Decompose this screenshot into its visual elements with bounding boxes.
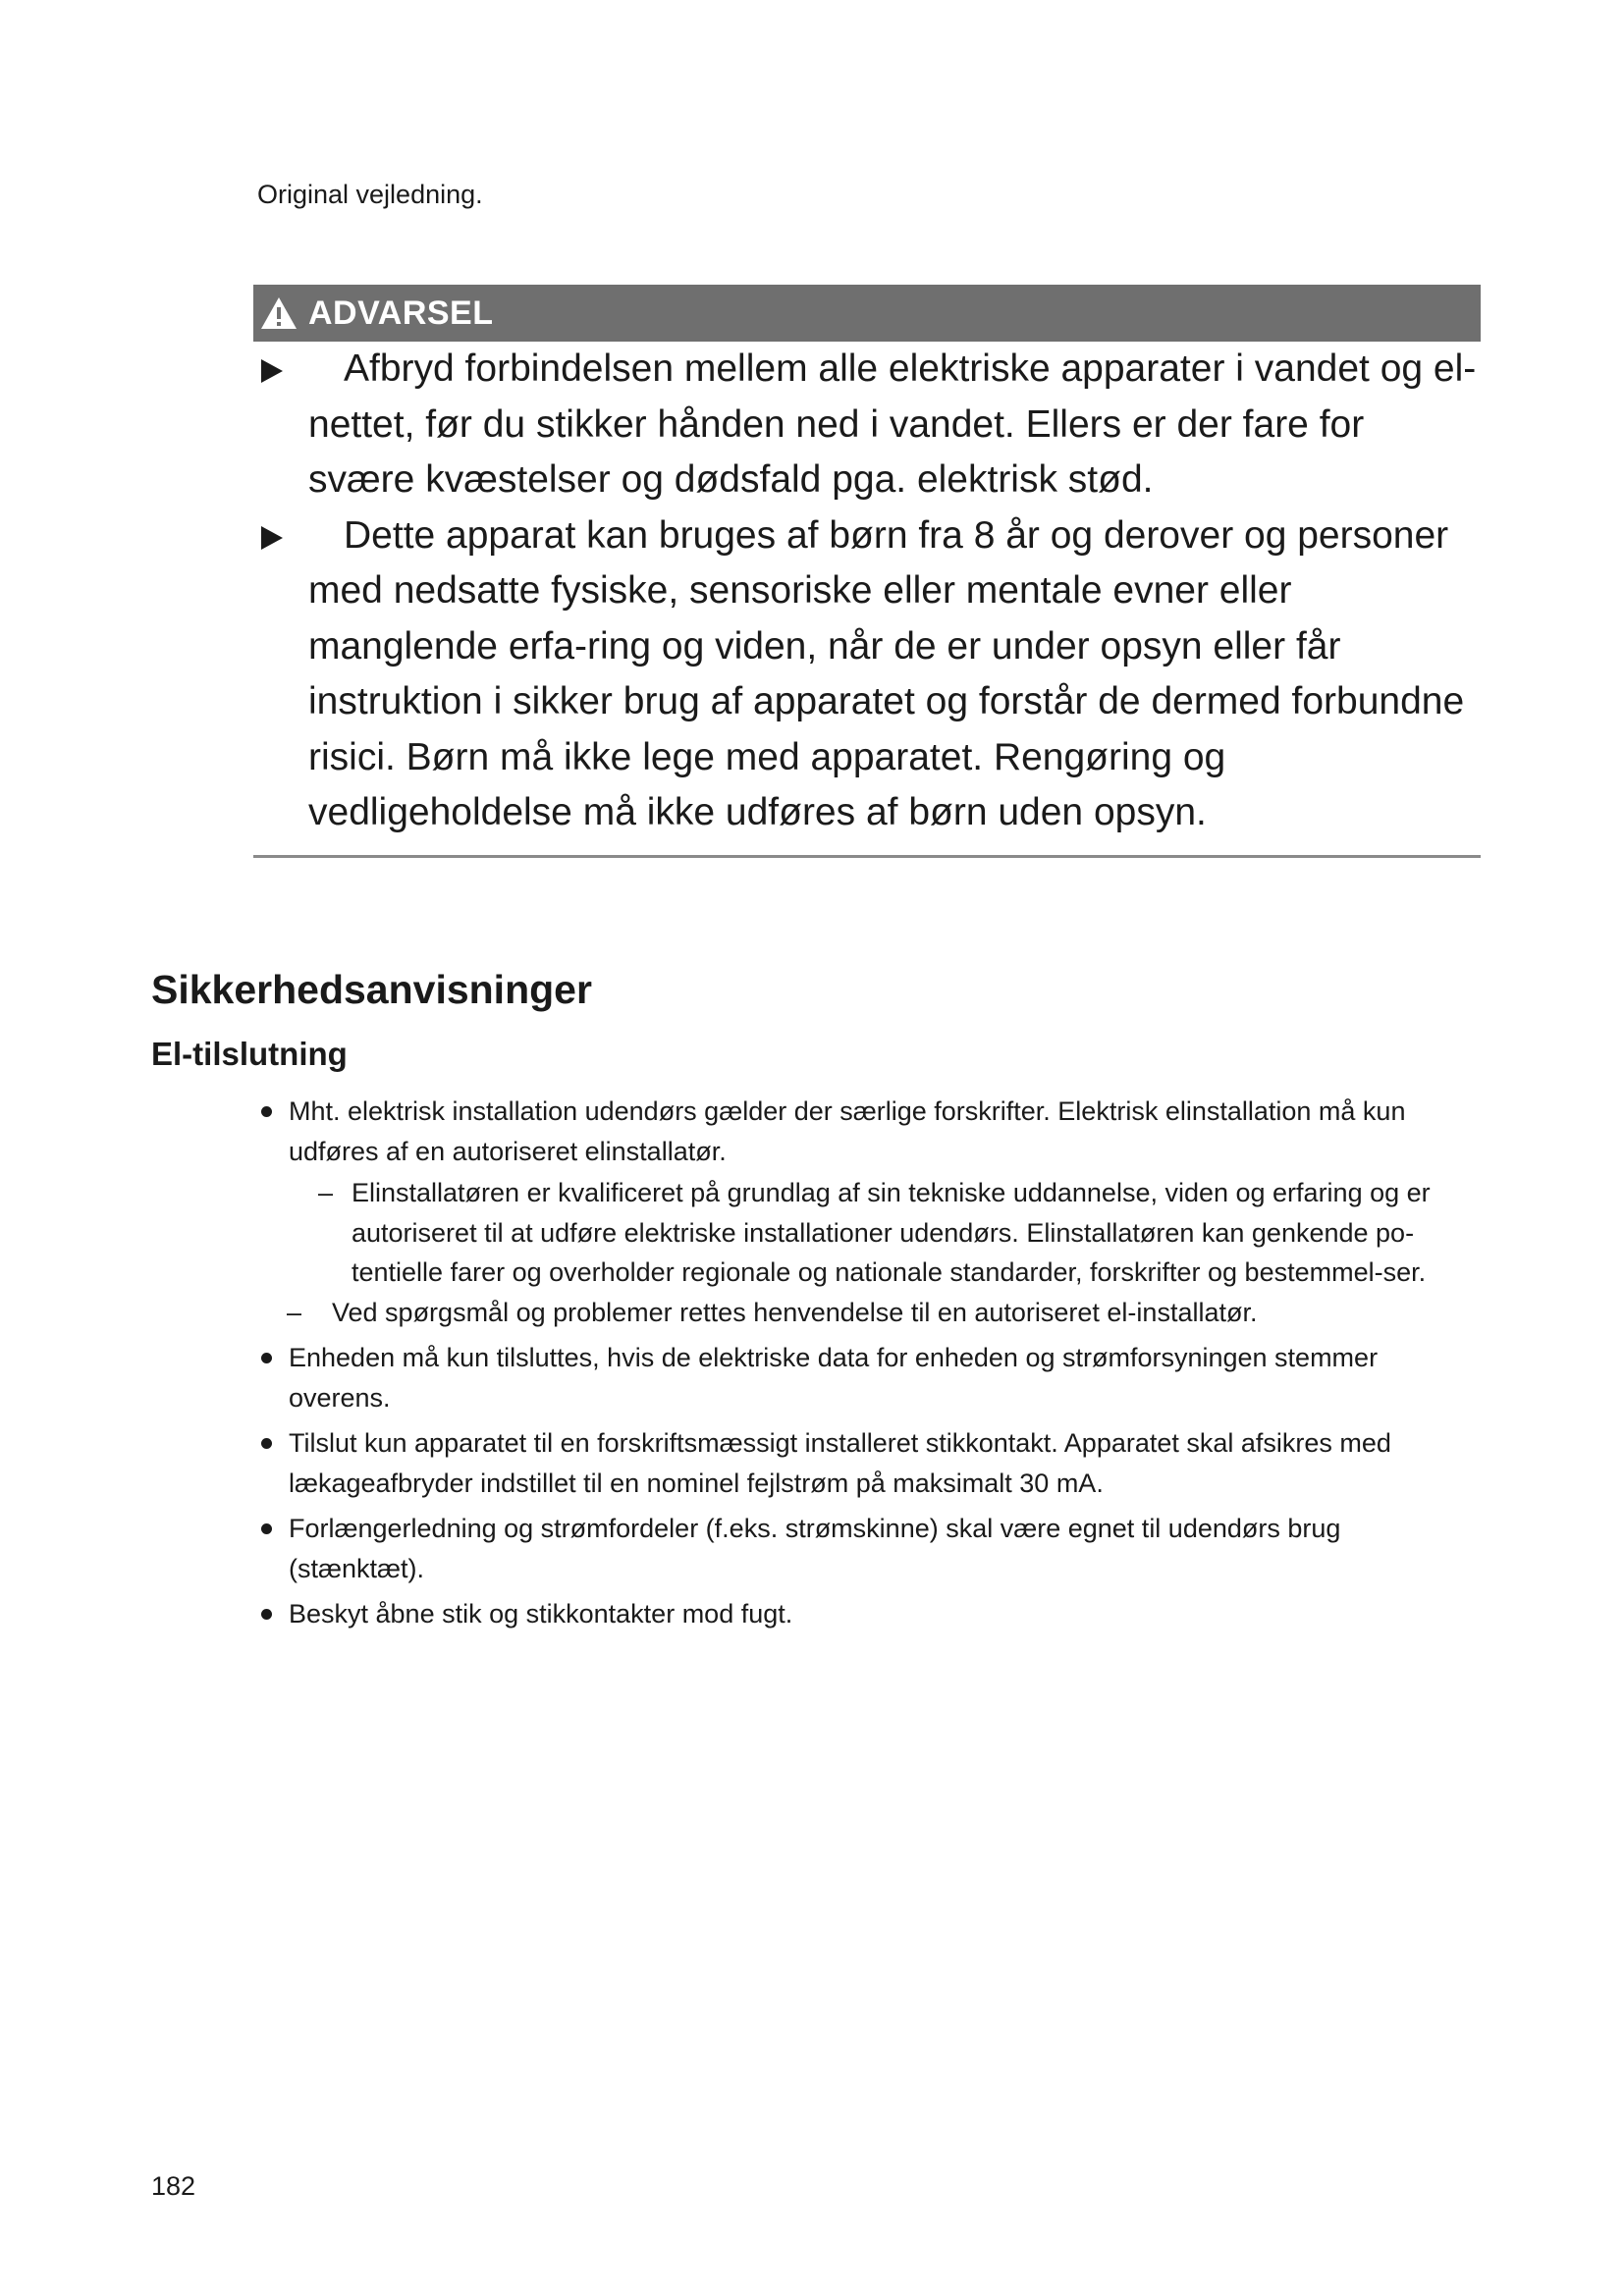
warning-header-label: ADVARSEL [308, 294, 494, 332]
warning-item-text: Dette apparat kan bruges af børn fra 8 år og derover og personer med nedsatte fysiske, sensoriske eller mentale evner eller manglende erfa-ring og viden, når de er under opsyn eller får instruktion i sikker brug af apparatet og forstår de dermed forbundne risici. Børn må ikke lege med apparatet. Rengøring og vedligeholdelse må ikke udføres af børn uden opsyn. [308, 513, 1465, 833]
list-item [257, 1423, 1475, 1503]
bullet-dot-icon [261, 1438, 272, 1449]
section-title: Sikkerhedsanvisninger [151, 967, 592, 1012]
warning-divider [253, 855, 1481, 858]
page-number: 182 [151, 2171, 196, 2201]
list-item-text: Beskyt åbne stik og stikkontakter mod fugt. [289, 1599, 793, 1629]
triangle-bullet-icon [261, 359, 283, 383]
list-item [257, 1594, 1475, 1634]
warning-box [253, 285, 1481, 858]
dash-bullet-icon: – [287, 1297, 302, 1327]
warning-list [253, 342, 1481, 841]
bullet-dot-icon [261, 1353, 272, 1363]
triangle-bullet-icon [261, 526, 283, 550]
list-item-text: Enheden må kun tilsluttes, hvis de elektriske data for enheden og strømforsyningen stemmer overens. [289, 1343, 1379, 1413]
warning-item-text: Afbryd forbindelsen mellem alle elektriske apparater i vandet og el-nettet, før du stikker hånden ned i vandet. Ellers er der fare for svære kvæstelser og dødsfald pga. elektrisk stød. [308, 347, 1477, 501]
list-item [257, 1092, 1475, 1332]
warning-triangle-icon [259, 295, 298, 331]
list-item-text: Tilslut kun apparatet til en forskriftsmæssigt installeret stikkontakt. Apparatet skal afsikres med lækageafbryder indstillet til en nominel fejlstrøm på maksimalt 30 mA. [289, 1428, 1391, 1498]
sub-list-item [287, 1173, 1475, 1293]
sub-list-item-text: Ved spørgsmål og problemer rettes henvendelse til en autoriseret el-installatør. [332, 1297, 1258, 1327]
subsection-title: El-tilslutning [151, 1036, 348, 1072]
sub-list-item [287, 1293, 1475, 1333]
bullet-dot-icon [261, 1106, 272, 1117]
bullet-dot-icon [261, 1523, 272, 1534]
list-item-text: Forlængerledning og strømfordeler (f.eks. strømskinne) skal være egnet til udendørs brug (stænktæt). [289, 1514, 1341, 1583]
bullet-list [257, 1092, 1475, 1640]
intro-text: Original vejledning. [257, 180, 483, 209]
list-item [257, 1509, 1475, 1588]
dash-bullet-icon: – [318, 1178, 334, 1207]
warning-header [253, 285, 1481, 342]
list-item-text: Mht. elektrisk installation udendørs gælder der særlige forskrifter. Elektrisk elinstallation må kun udføres af en autoriseret elinstallatør. [289, 1096, 1406, 1166]
sub-list [287, 1173, 1475, 1332]
sub-list-item-text: Elinstallatøren er kvalificeret på grundlag af sin tekniske uddannelse, viden og erfaring og er autoriseret til at udføre elektriske installationer udendørs. Elinstallatøren kan genkende po-tentielle farer og overholder regionale og nationale standarder, forskrifter og bestemmel-ser. [352, 1178, 1431, 1287]
bullet-dot-icon [261, 1609, 272, 1620]
list-item [257, 1338, 1475, 1417]
warning-item [253, 508, 1481, 841]
warning-item [253, 342, 1481, 508]
